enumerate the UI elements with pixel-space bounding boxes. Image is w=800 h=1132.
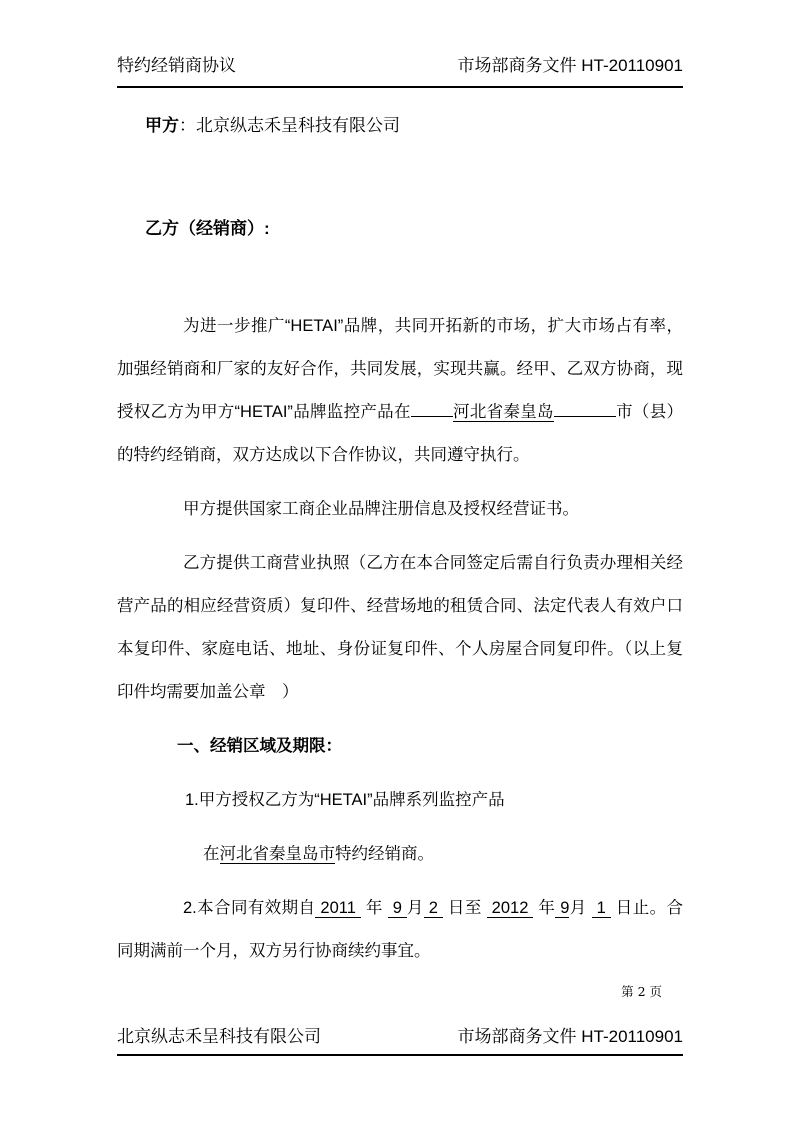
- region-underlined: 河北省秦皇岛: [452, 403, 554, 421]
- document-body: [117, 305, 683, 973]
- party-b-line: 乙方（经销商）:: [145, 219, 270, 238]
- term-month-from: 9: [387, 899, 407, 917]
- party-a-label: 甲方: [145, 116, 179, 135]
- clause-1b-post: 特约经销商。: [335, 845, 434, 863]
- term-month-to: 9: [555, 899, 570, 917]
- clause-1b-pre: 在: [203, 845, 220, 863]
- intro-text-post: 市（县）的特约经销商，双方达成以下合作协议，共同遵守执行。: [117, 403, 684, 464]
- term-sep-3: 日至: [442, 899, 487, 917]
- clause-1b-region-underlined: 河北省秦皇岛市: [219, 845, 335, 863]
- intro-text-pre: 为进一步推广“HETAI”品牌，共同开拓新的市场，扩大市场占有率，加强经销商和厂家的友好合作，共同发展，实现共赢。经甲、乙双方协商，现授权乙方为甲方“HETAI”品牌监控产品在: [117, 317, 683, 421]
- term-post: 日止。合同期满前一个月，双方另行协商续约事宜。: [117, 899, 683, 960]
- footer-company: 北京纵志禾呈科技有限公司: [117, 1027, 321, 1046]
- term-year-from: 2011: [315, 899, 361, 917]
- clause-2-term-line: [117, 887, 683, 973]
- footer-doc-code: 市场部商务文件 HT-20110901: [457, 1027, 683, 1046]
- term-day-to: 1: [591, 899, 611, 917]
- term-sep-1: 年: [360, 899, 388, 917]
- fill-in-blank-right: [554, 400, 616, 418]
- clause-1-region-line: [117, 833, 683, 876]
- paragraph-party-b-provides: 乙方提供工商营业执照（乙方在本合同签定后需自行负责办理相关经营产品的相应经营资质）复印件、经营场地的租赁合同、法定代表人有效户口本复印件、家庭电话、地址、身份证复印件、个人房屋合同复印件。（以上复印件均需要加盖公章 ）: [117, 554, 683, 701]
- term-day-from: 2: [423, 899, 443, 917]
- header-doc-title: 特约经销商协议: [117, 56, 236, 75]
- term-sep-5: 月: [569, 899, 592, 917]
- page-footer: [117, 1026, 683, 1056]
- fill-in-blank-left: [411, 400, 453, 418]
- page-number: 第 2 页: [621, 984, 662, 999]
- header-doc-code: 市场部商务文件 HT-20110901: [457, 56, 683, 75]
- party-a-company: ：北京纵志禾呈科技有限公司: [179, 116, 400, 135]
- term-pre: 2.本合同有效期自: [183, 899, 316, 917]
- intro-paragraph: [117, 305, 683, 477]
- party-a-line: [145, 115, 683, 137]
- term-sep-4: 年: [533, 899, 556, 917]
- term-year-to: 2012: [486, 899, 534, 917]
- clause-1-line: 1.甲方授权乙方为“HETAI”品牌系列监控产品: [185, 791, 505, 809]
- page-header: [117, 55, 683, 88]
- paragraph-party-a-provides: 甲方提供国家工商企业品牌注册信息及授权经营证书。: [183, 500, 579, 518]
- section-1-heading: 一、经销区域及期限：: [177, 737, 342, 755]
- term-sep-2: 月: [406, 899, 424, 917]
